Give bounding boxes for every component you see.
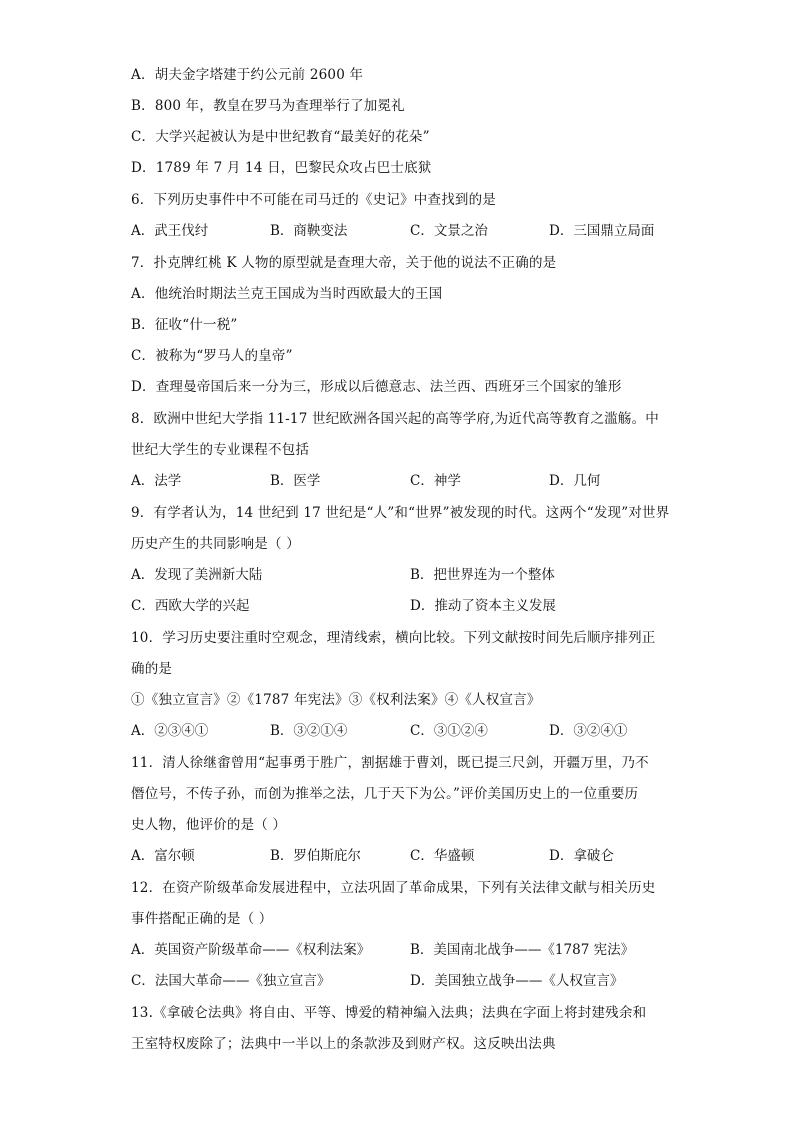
q12-option-b: B．美国南北战争——《1787 宪法》 [410,942,635,958]
q11-option-c: C．华盛顿 [410,848,475,864]
q12-stem-line2: 事件搭配正确的是（ ） [131,911,273,927]
q10-option-c: C．③①②④ [410,723,488,739]
q7-option-c: C．被称为“罗马人的皇帝” [131,348,293,364]
q10-items: ①《独立宣言》②《1787 年宪法》③《权利法案》④《人权宣言》 [131,692,541,708]
q6-option-c: C．文景之治 [410,223,488,239]
q11-stem-line3: 史人物，他评价的是（ ） [131,817,287,833]
q5-option-a: A．胡夫金字塔建于约公元前 2600 年 [131,67,364,83]
q7-stem: 7．扑克牌红桃 K 人物的原型就是查理大帝，关于他的说法不正确的是 [131,255,557,271]
q9-option-d: D．推动了资本主义发展 [410,598,556,614]
q12-option-c: C．法国大革命——《独立宣言》 [131,973,331,989]
q8-stem-line2: 世纪大学生的专业课程不包括 [131,442,310,458]
q10-stem-line2: 确的是 [131,661,173,677]
q10-option-d: D．③②④① [549,723,628,739]
q5-option-b: B．800 年，教皇在罗马为查理举行了加冕礼 [131,98,405,114]
q8-option-d: D．几何 [549,473,601,489]
q6-stem: 6．下列历史事件中不可能在司马迁的《史记》中查找到的是 [131,192,496,208]
q7-option-b: B．征收“什一税” [131,317,238,333]
q9-stem-line2: 历史产生的共同影响是（ ） [131,536,300,552]
q10-stem-line1: 10．学习历史要注重时空观念，理清线索，横向比较。下列文献按时间先后顺序排列正 [131,630,656,646]
q13-stem-line2: 王室特权废除了；法典中一半以上的条款涉及到财产权。这反映出法典 [131,1036,556,1052]
q11-stem-line2: 僭位号，不传子孙，而创为推举之法，几于天下为公。”评价美国历史上的一位重要历 [131,786,639,802]
q13-stem-line1: 13.《拿破仑法典》将自由、平等、博爱的精神编入法典；法典在字面上将封建残余和 [131,1005,647,1021]
q11-option-a: A．富尔顿 [131,848,195,864]
q10-option-a: A．②③④① [131,723,209,739]
q8-option-a: A．法学 [131,473,182,489]
q12-stem-line1: 12．在资产阶级革命发展进程中，立法巩固了革命成果，下列有关法律文献与相关历史 [131,880,656,896]
q8-stem-line1: 8．欧洲中世纪大学指 11-17 世纪欧洲各国兴起的高等学府,为近代高等教育之滥觞。中 [131,411,659,427]
q6-option-a: A．武王伐纣 [131,223,209,239]
q6-option-b: B．商鞅变法 [270,223,348,239]
q12-option-a: A．英国资产阶级革命——《权利法案》 [131,942,371,958]
q5-option-d: D．1789 年 7 月 14 日，巴黎民众攻占巴士底狱 [131,160,432,176]
q5-option-c: C．大学兴起被认为是中世纪教育“最美好的花朵” [131,129,430,145]
q10-option-b: B．③②①④ [270,723,348,739]
q11-stem-line1: 11．清人徐继畬曾用“起事勇于胜广，割据雄于曹刘，既已提三尺剑，开疆万里，乃不 [131,755,649,771]
q7-option-a: A．他统治时期法兰克王国成为当时西欧最大的王国 [131,286,443,302]
q12-option-d: D．美国独立战争——《人权宣言》 [410,973,624,989]
q8-option-c: C．神学 [410,473,461,489]
q7-option-d: D．查理曼帝国后来一分为三，形成以后德意志、法兰西、西班牙三个国家的雏形 [131,379,622,395]
q9-option-a: A．发现了美洲新大陆 [131,567,263,583]
q9-option-b: B．把世界连为一个整体 [410,567,555,583]
q11-option-b: B．罗伯斯庇尔 [270,848,361,864]
q9-option-c: C．西欧大学的兴起 [131,598,250,614]
q8-option-b: B．医学 [270,473,321,489]
q9-stem-line1: 9．有学者认为，14 世纪到 17 世纪是“人”和“世界”被发现的时代。这两个“发现”对世界 [131,505,670,521]
q11-option-d: D．拿破仑 [549,848,614,864]
q6-option-d: D．三国鼎立局面 [549,223,655,239]
